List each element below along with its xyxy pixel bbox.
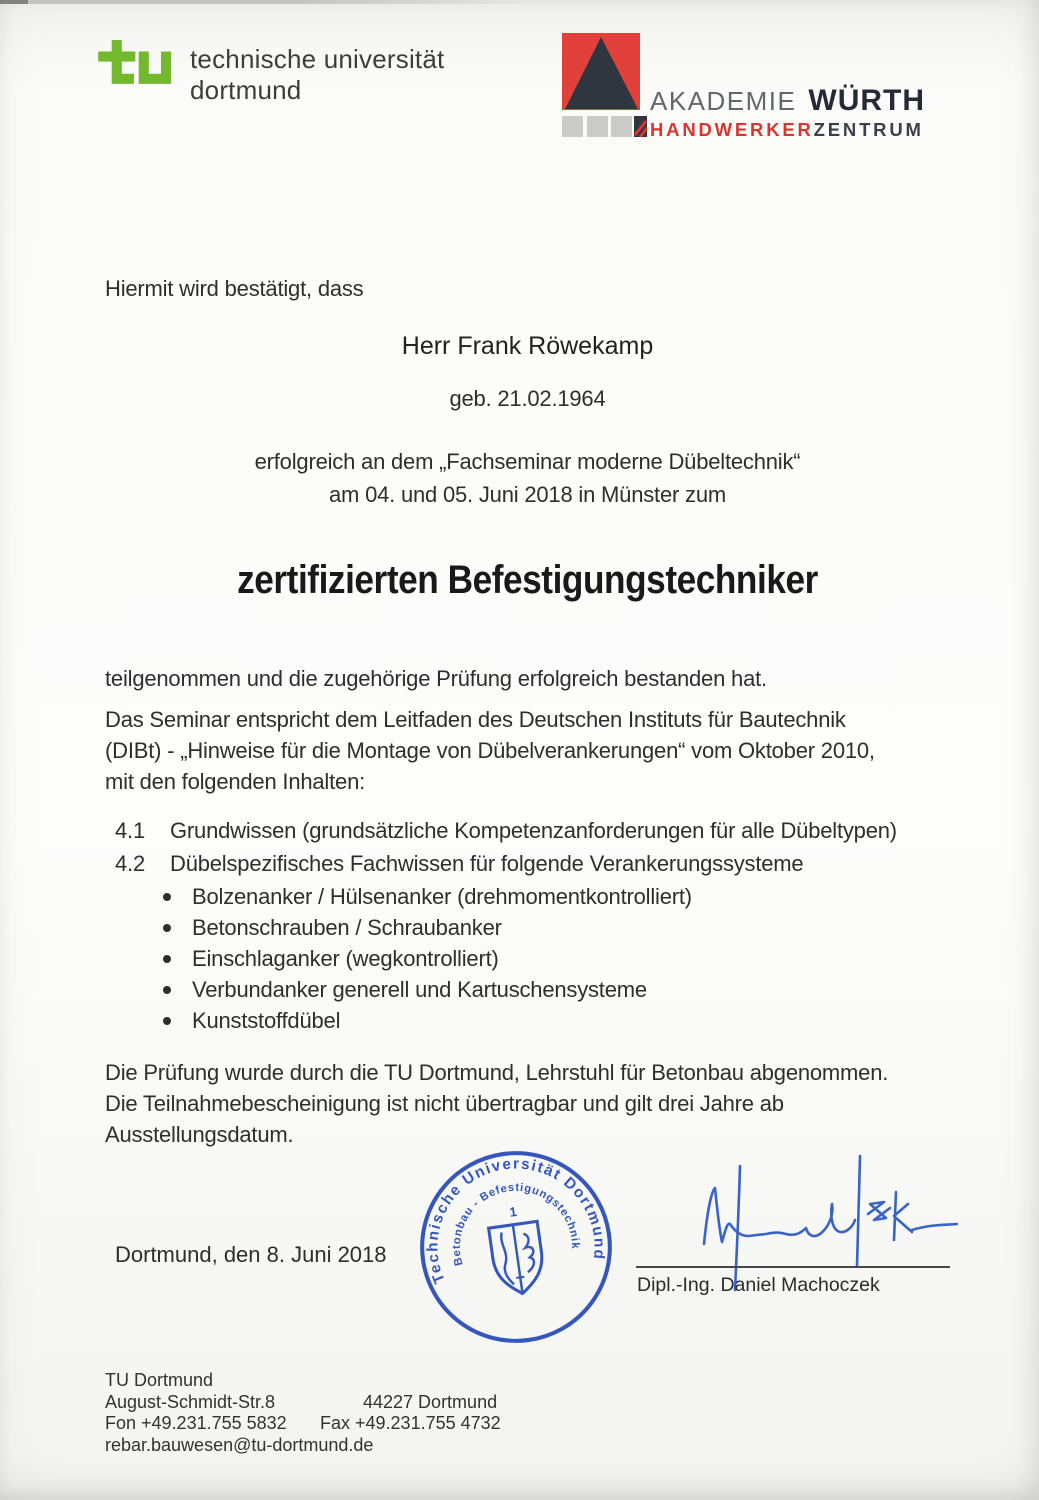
certificate-title: zertifizierten Befestigungstechniker bbox=[237, 558, 818, 602]
stamp-inner-text: Betonbau - Befestigungstechnik bbox=[450, 1181, 582, 1267]
item-text-2: Dübelspezifisches Fachwissen für folgende Verankerungssysteme bbox=[170, 851, 804, 876]
bullet-dot bbox=[163, 924, 171, 932]
stamp-outer-text: Technische Universität Dortmund bbox=[424, 1155, 608, 1286]
scan-edge-artifact bbox=[0, 0, 545, 4]
handwerkerzentrum-wordmark bbox=[650, 119, 924, 141]
wuerth-logo-mark-icon bbox=[562, 33, 647, 137]
footer-street: August-Schmidt-Str.8 bbox=[105, 1391, 276, 1412]
footer-line3 bbox=[105, 1413, 501, 1435]
handwerker-label: HANDWERKER bbox=[650, 119, 814, 140]
zentrum-label: ZENTRUM bbox=[813, 119, 924, 140]
akademie-wuerth-wordmark bbox=[650, 84, 925, 118]
footer-email: rebar.bauwesen@tu-dortmund.de bbox=[105, 1434, 374, 1455]
place-date-line: Dortmund, den 8. Juni 2018 bbox=[115, 1242, 387, 1267]
bullet-item-5: Kunststoffdübel bbox=[192, 1008, 341, 1033]
exam-line1: Die Prüfung wurde durch die TU Dortmund, Lehrstuhl für Betonbau abgenommen. bbox=[105, 1060, 889, 1085]
footer-city: 44227 Dortmund bbox=[363, 1391, 498, 1412]
footer-fax: Fax +49.231.755 4732 bbox=[320, 1413, 501, 1433]
bullet-item-2: Betonschrauben / Schraubanker bbox=[192, 915, 502, 940]
guideline-line2: (DIBt) - „Hinweise für die Montage von Dübelverankerungen“ vom Oktober 2010, bbox=[105, 738, 875, 763]
signature-rule bbox=[636, 1266, 950, 1268]
footer-line1: TU Dortmund bbox=[105, 1370, 214, 1390]
seminar-line1: erfolgreich an dem „Fachseminar moderne Dübeltechnik“ bbox=[254, 449, 801, 474]
exam-line2: Die Teilnahmebescheinigung ist nicht übertragbar und gilt drei Jahre ab bbox=[105, 1091, 784, 1116]
footer-line2 bbox=[105, 1391, 498, 1414]
bullet-dot bbox=[163, 955, 171, 963]
exam-line3: Ausstellungsdatum. bbox=[105, 1122, 294, 1147]
intro-line: Hiermit wird bestätigt, dass bbox=[105, 276, 364, 301]
university-stamp-icon bbox=[401, 1132, 631, 1362]
participant-name: Herr Frank Röwekamp bbox=[401, 332, 654, 360]
item-text-1: Grundwissen (grundsätzliche Kompetenzanforderungen für alle Dübeltypen) bbox=[170, 818, 897, 843]
bullet-dot bbox=[163, 893, 171, 901]
guideline-line1: Das Seminar entspricht dem Leitfaden des Deutschen Instituts für Bautechnik bbox=[105, 707, 846, 732]
tu-logo-line1: technische universität bbox=[190, 44, 445, 74]
signer-name: Dipl.-Ing. Daniel Machoczek bbox=[637, 1274, 880, 1296]
tu-logo-text bbox=[190, 44, 444, 106]
bullet-dot bbox=[163, 1017, 171, 1025]
guideline-line3: mit den folgenden Inhalten: bbox=[105, 769, 366, 794]
passed-line: teilgenommen und die zugehörige Prüfung erfolgreich bestanden hat. bbox=[105, 666, 767, 691]
footer-phone: Fon +49.231.755 5832 bbox=[105, 1413, 287, 1433]
wuerth-label: WÜRTH bbox=[808, 84, 926, 117]
footer-contact-block bbox=[105, 1370, 501, 1456]
item-number-2: 4.2 bbox=[115, 851, 145, 876]
stamp-shield-icon bbox=[489, 1221, 547, 1296]
tu-logo-line2: dortmund bbox=[190, 75, 302, 105]
tu-dortmund-logo-icon bbox=[98, 40, 174, 94]
bullet-item-3: Einschlaganker (wegkontrolliert) bbox=[192, 946, 499, 971]
seminar-line2: am 04. und 05. Juni 2018 in Münster zum bbox=[329, 482, 726, 507]
bullet-dot bbox=[163, 986, 171, 994]
bullet-item-4: Verbundanker generell und Kartuschensysteme bbox=[192, 977, 647, 1002]
akademie-label: AKADEMIE bbox=[650, 86, 797, 116]
stamp-number: 1 bbox=[508, 1204, 518, 1220]
bullet-item-1: Bolzenanker / Hülsenanker (drehmomentkontrolliert) bbox=[192, 884, 692, 909]
item-number-1: 4.1 bbox=[115, 818, 145, 843]
birth-date-line: geb. 21.02.1964 bbox=[449, 386, 606, 411]
